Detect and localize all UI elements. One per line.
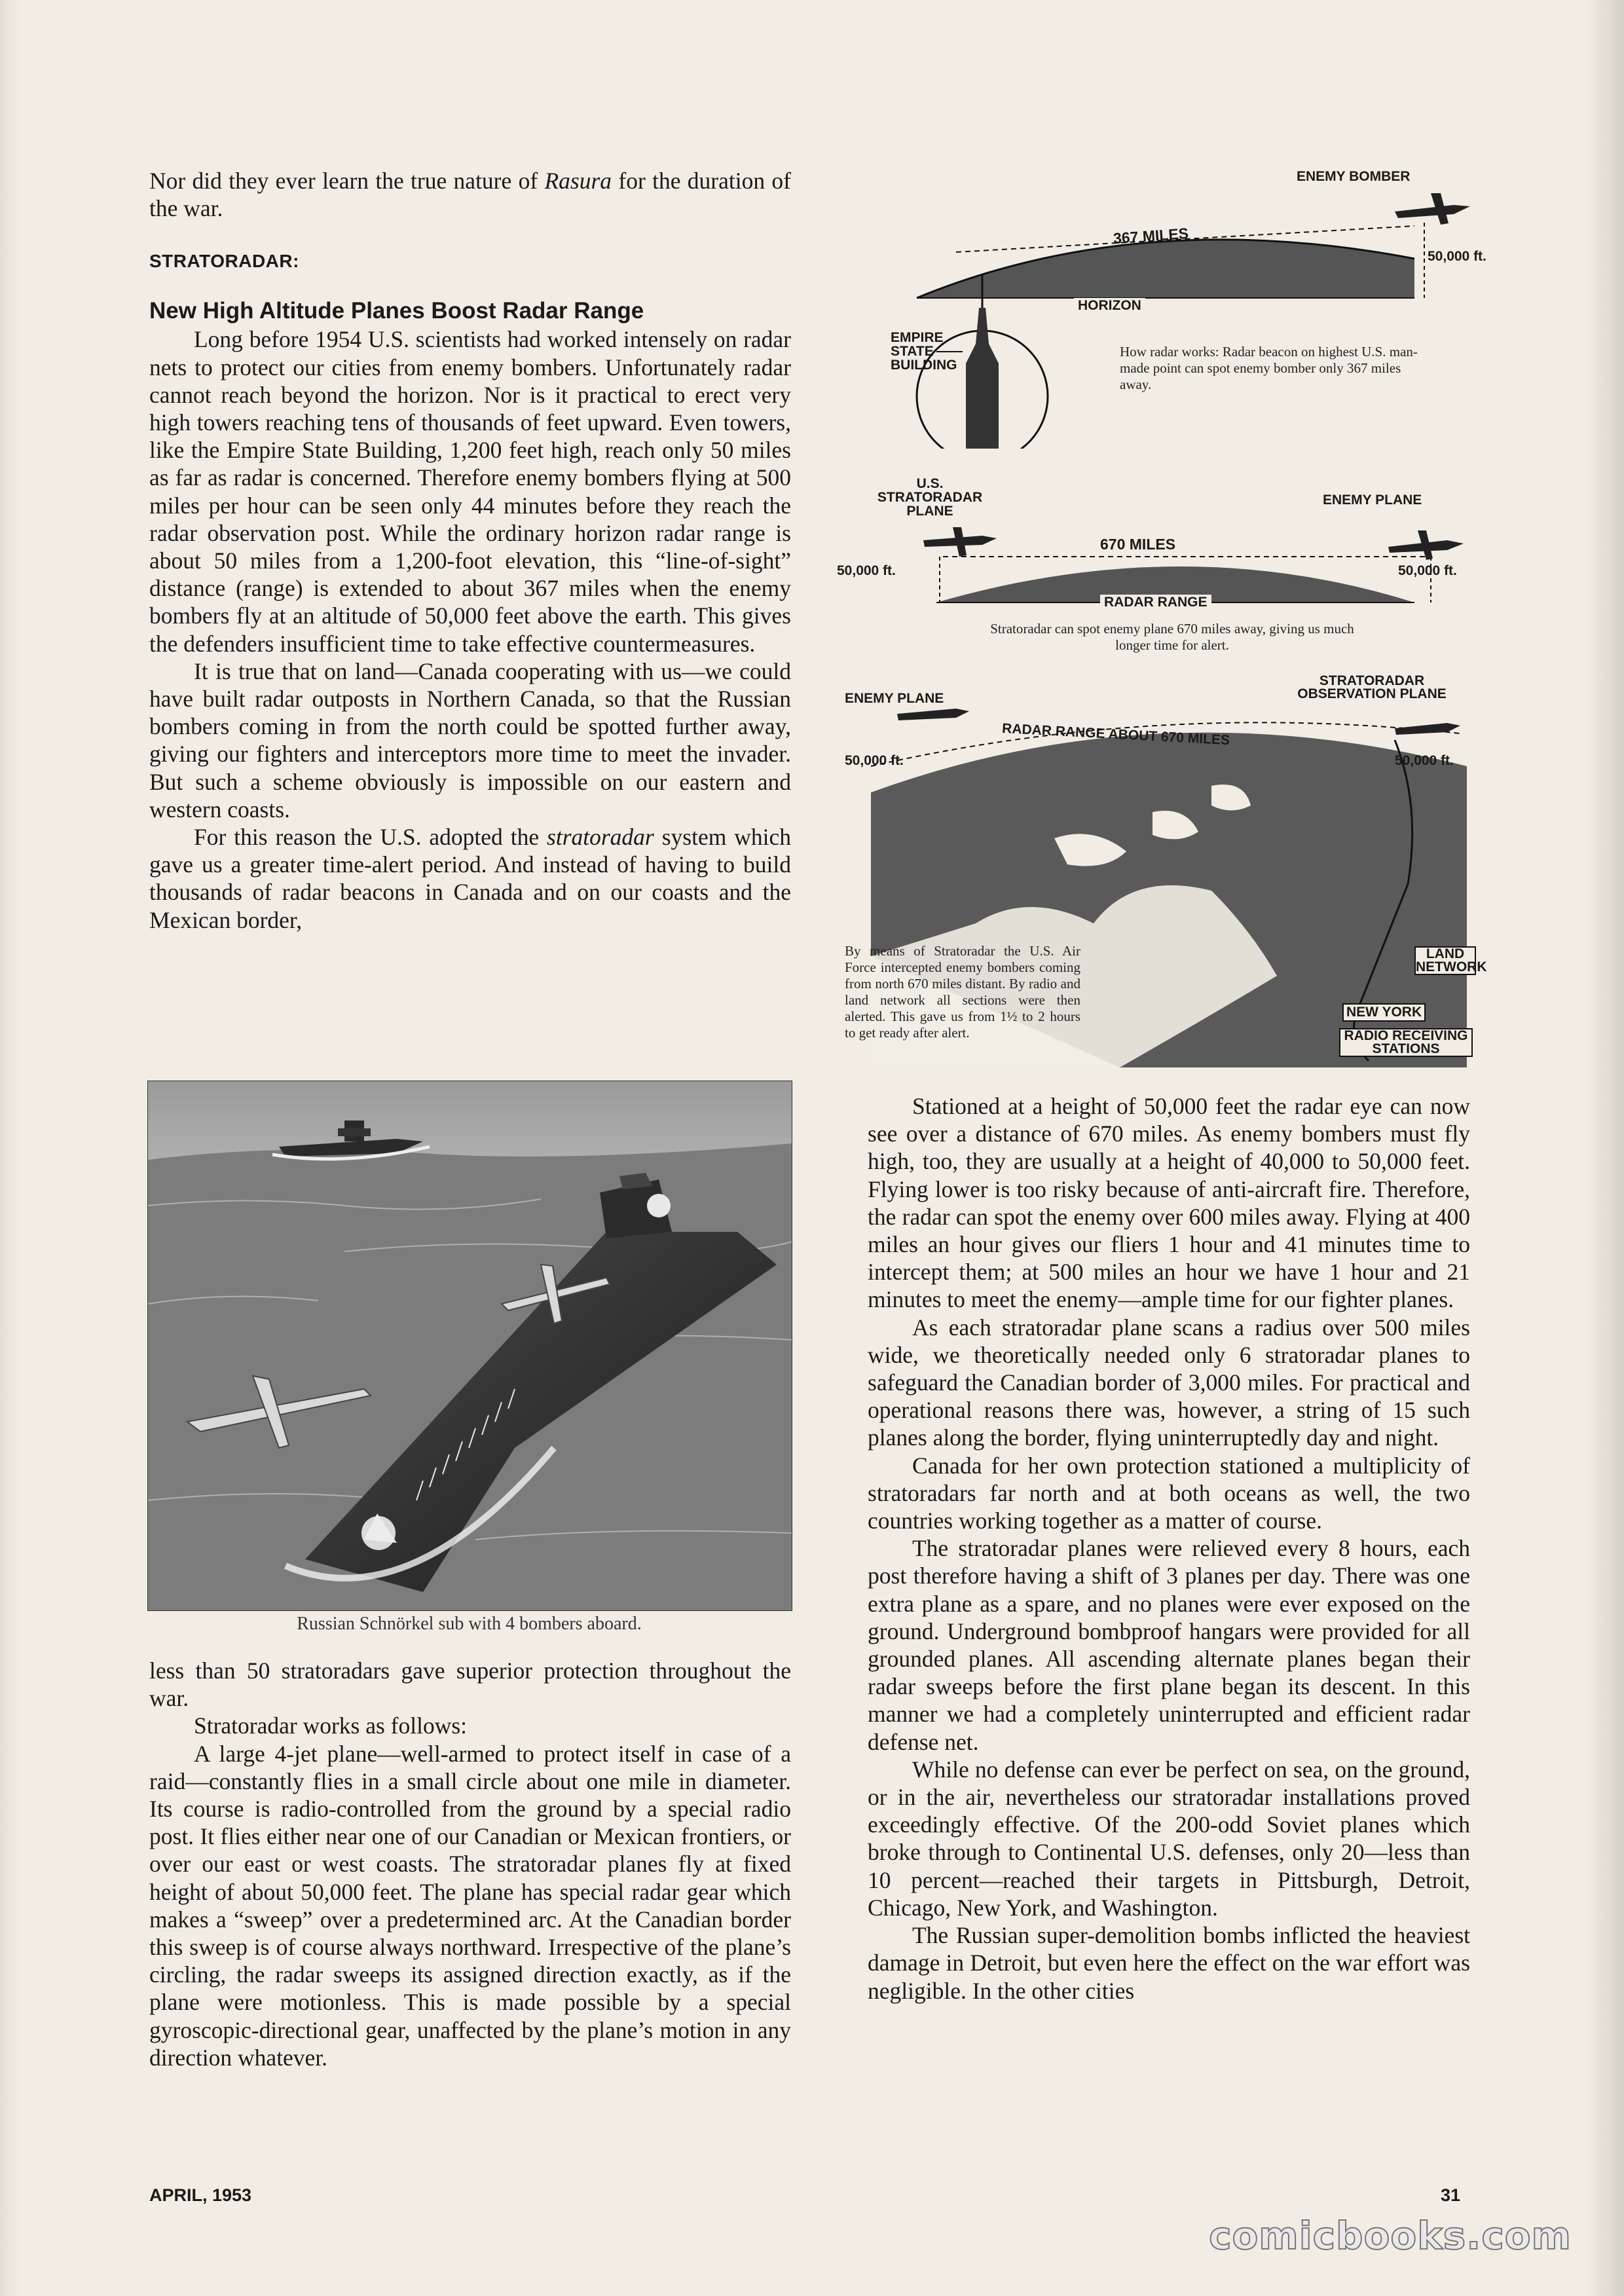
opening-paragraph [149,167,791,222]
label-50000ft: 50,000 ft. [1428,249,1486,264]
label-horizon: HORIZON [1074,298,1145,314]
label-land-network: LAND NETWORK [1416,946,1487,974]
left-column-top [149,167,791,934]
label-radar-range: RADAR RANGE [1100,595,1211,610]
label-empire-state: EMPIRE STATE BUILDING [891,330,957,373]
figure2-caption: Stratoradar can spot enemy plane 670 miles away, giving us much longer time for alert. [990,621,1354,653]
page-edge-shadow-left [0,0,20,2296]
label-observation-plane: STRATORADAR OBSERVATION PLANE [1297,673,1447,701]
figure-horizon-radar [877,167,1486,449]
label-alt-right: 50,000 ft. [1398,563,1457,578]
figure1-caption: How radar works: Radar beacon on highest U.S. man-made point can spot enemy bomber only 367 miles away. [1120,344,1418,392]
paragraph-2: It is true that on land—Canada cooperating with us—we could have built radar outposts in Northern Canada, so that the Russian bombers coming in from the north could be spotted further away, giving our fighters and interceptors more time to meet the invader. But such a scheme obviously is impossible on our eastern and western coasts. [149,657,791,823]
label-enemy-plane: ENEMY PLANE [1323,492,1422,508]
right-paragraph-5: While no defense can ever be perfect on sea, on the ground, or in the air, nevertheless our stratoradar installations proved exceedingly effective. Of the 200-odd Soviet planes which broke through to Continental U.S. defenses, only 20—less than 10 percent—reached their targets in Pittsburgh, Detroit, Chicago, New York, and Washington. [868,1756,1470,1921]
paragraph-5: Stratoradar works as follows: [194,1713,468,1739]
label-us-stratoradar-plane: U.S. STRATORADAR PLANE [877,476,983,519]
paragraph-3-text-b: system which gave us a greater time-alert period. And instead of having to build thousands of radar beacons in Canada and on our coasts and the Mexican border, [149,824,791,933]
right-paragraph-3: Canada for her own protection stationed a multiplicity of stratoradars far north and at both oceans as well, the two countries working together as a matter of course. [868,1452,1470,1534]
label-radio-receiving: RADIO RECEIVING STATIONS [1339,1028,1473,1057]
label-enemy-bomber: ENEMY BOMBER [1297,169,1411,184]
label-alt-left-map: 50,000 ft. [845,753,904,768]
label-367-miles: 367 MILES [1113,225,1189,247]
paragraph-3-text-a: For this reason the U.S. adopted the [194,824,547,851]
figure-radar-map [845,673,1487,1067]
right-paragraph-4: The stratoradar planes were relieved every 8 hours, each post therefore having a shift of 3 planes per day. There was one extra plane as a spare, and no planes were ever exposed on the ground. Underground bombproof hangars were provided for all grounded planes. All ascending alternate planes began their radar sweeps before the first plane began its descent. In this manner we had a completely uninterrupted and efficient radar defense net. [868,1535,1470,1755]
submarine-photo [147,1081,792,1611]
label-alt-right-map: 50,000 ft. [1395,753,1454,768]
opening-text: Nor did they ever learn the true nature of [149,168,545,194]
paragraph-4: less than 50 stratoradars gave superior protection throughout the war. [149,1657,791,1712]
right-paragraph-1: Stationed at a height of 50,000 feet the radar eye can now see over a distance of 670 miles. As enemy bombers must fly high, too, they are usually at a height of 40,000 to 50,000 feet. Flying lower is too risky because of anti-aircraft fire. Therefore, the radar can spot the enemy over 600 miles away. Flying at 400 miles an hour gives our fliers 1 hour and 41 minutes time to intercept them; at 500 miles an hour we have 1 hour and 21 minutes to meet the enemy—ample time for our fighter planes. [868,1093,1470,1313]
right-column [868,1092,1470,2005]
label-new-york: NEW YORK [1342,1003,1426,1022]
paragraph-3-italic: stratoradar [547,824,654,851]
figure-stratoradar-range [825,472,1480,675]
label-enemy-plane-map: ENEMY PLANE [845,691,944,706]
right-paragraph-2: As each stratoradar plane scans a radius over 500 miles wide, we theoretically needed only 6 stratoradar planes to safeguard the Canadian border of 3,000 miles. For practical and operational reasons there was, however, a string of 15 such planes along the border, flying uninterruptedly day and night. [868,1314,1470,1451]
subheading: New High Altitude Planes Boost Radar Range [149,298,644,324]
section-label: STRATORADAR: [149,251,299,272]
paragraph-6: A large 4-jet plane—well-armed to protect itself in case of a raid—constantly flies in a small circle about one mile in diameter. Its course is radio-controlled from the ground by a special radio post. It flies either near one of our Canadian or Mexican frontiers, or over our east or west coasts. The stratoradar planes fly at fixed height of about 50,000 feet. The plane has special radar gear which makes a “sweep” over a predetermined arc. At the Canadian border this sweep is of course always northward. Irrespective of the plane’s circling, the radar sweeps its assigned direction exactly, as if the plane were motionless. This is made possible by a special gyroscopic-directional gear, unaffected by the plane’s motion in any direction whatever. [149,1740,791,2071]
opening-italic: Rasura [544,168,612,194]
label-alt-left: 50,000 ft. [837,563,896,578]
right-paragraph-6: The Russian super-demolition bombs inflicted the heaviest damage in Detroit, but even here the effect on the war effort was negligible. In the other cities [868,1922,1470,2004]
footer-page-number: 31 [1441,2185,1461,2205]
footer-issue-date: APRIL, 1953 [149,2185,252,2205]
watermark: comicbooks.com [1209,2213,1572,2258]
left-column-bottom [149,1657,791,2071]
label-670-miles: 670 MILES [1100,536,1176,553]
paragraph-1: Long before 1954 U.S. scientists had worked intensely on radar nets to protect our cities from enemy bombers. Unfortunately radar cannot reach beyond the horizon. Nor is it practical to erect very high towers reaching tens of thousands of feet upward. Even towers, like the Empire State Building, 1,200 feet high, reach only 50 miles as far as radar is concerned. Therefore enemy bombers flying at 500 miles per hour can be seen only 44 minutes before they reach the radar observation post. While the ordinary horizon radar range is about 50 miles from a 1,200-foot elevation, this “line-of-sight” distance (range) is extended to about 367 miles when the enemy bombers fly at an altitude of 50,000 feet above the earth. This gives the defenders insufficient time to take effective countermeasures. [149,326,791,657]
opening-end: for the duration of the war. [149,168,792,222]
label-radar-range-670: RADAR RANGE ABOUT 670 MILES [1001,720,1230,749]
paragraph-3 [149,823,791,934]
figure3-caption: By means of Stratoradar the U.S. Air Force intercepted enemy bombers coming from north 670 miles distant. By radio and land network all sections were then alerted. This gave us from 1½ to 2 hours to get ready after alert. [845,943,1080,1041]
page-edge-shadow-right [1585,0,1624,2296]
photo-caption: Russian Schnörkel sub with 4 bombers aboard. [297,1614,642,1634]
submarine-illustration [148,1081,792,1610]
